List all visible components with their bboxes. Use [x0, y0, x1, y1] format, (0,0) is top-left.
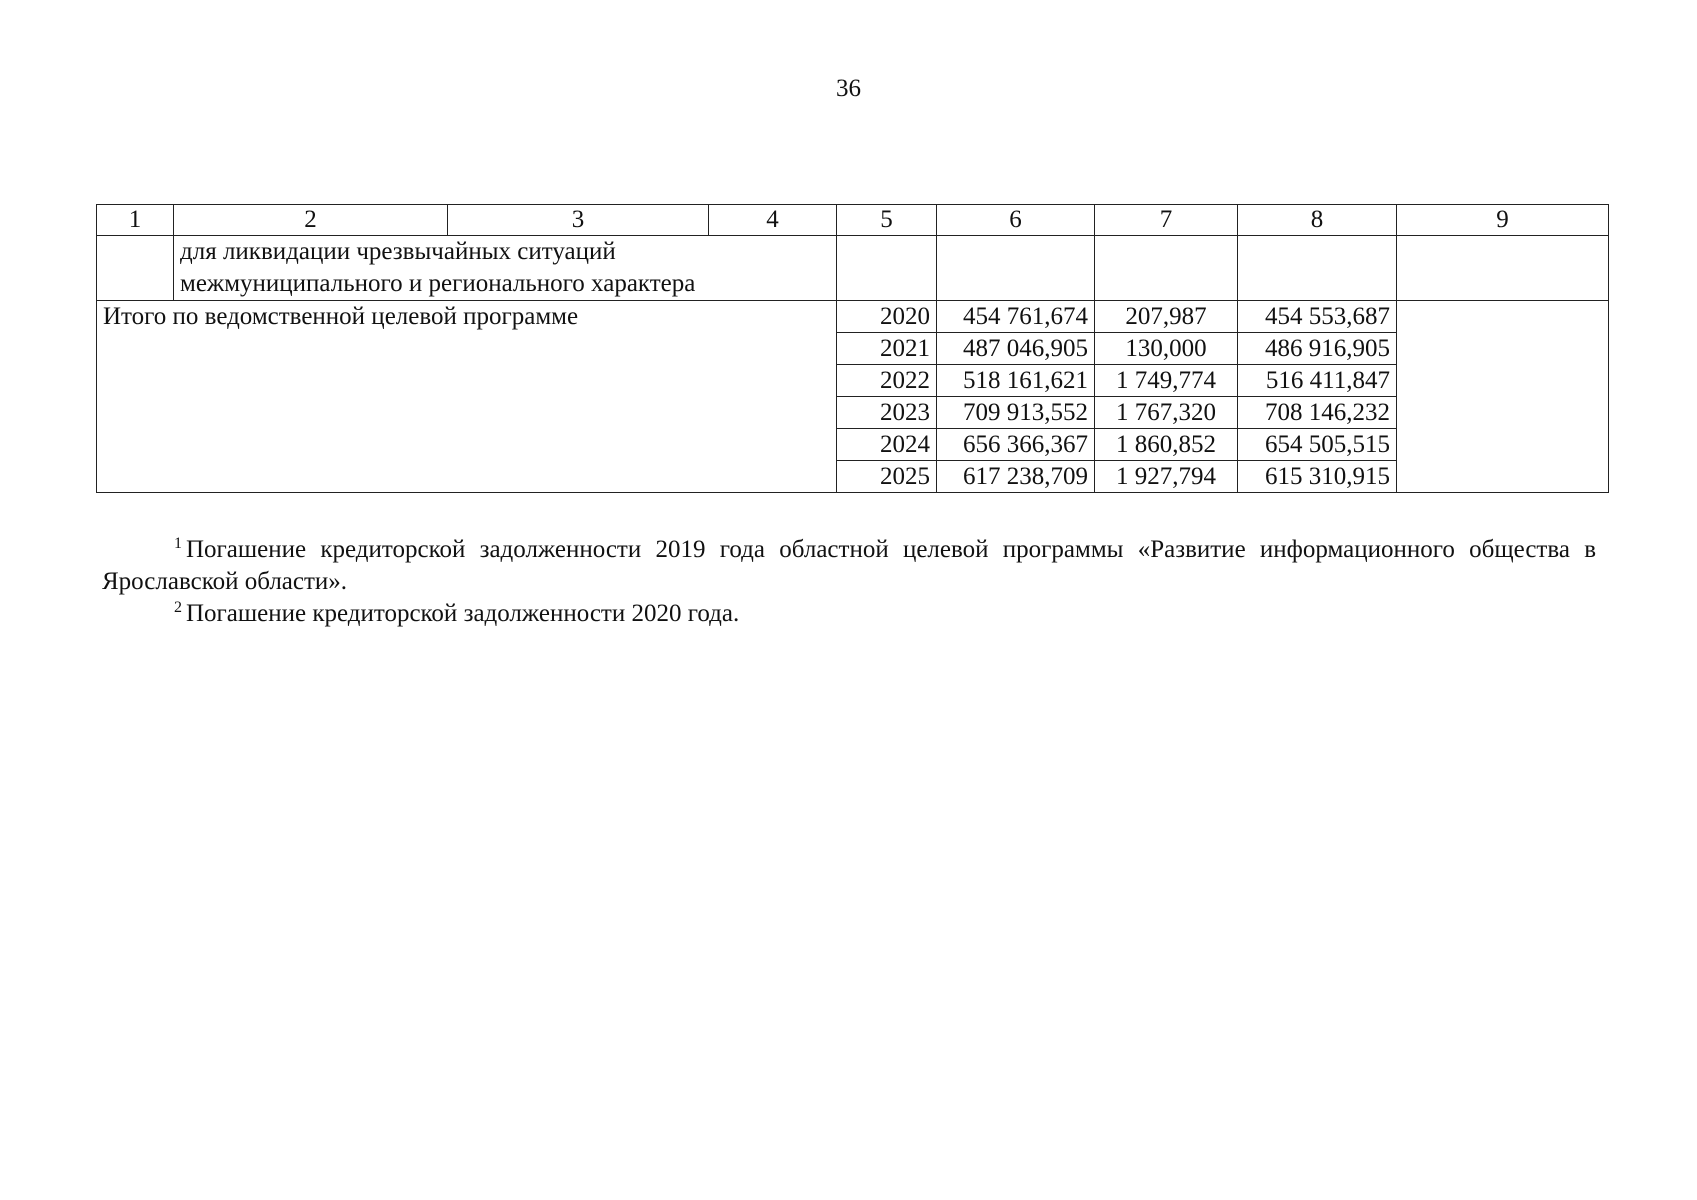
amount-cell: 654 505,515	[1238, 429, 1397, 461]
amount-cell: 617 238,709	[937, 461, 1095, 493]
table-cell-empty	[97, 236, 174, 301]
amount-cell: 708 146,232	[1238, 397, 1397, 429]
amount-cell: 656 366,367	[937, 429, 1095, 461]
table-header-cell: 3	[448, 205, 709, 236]
year-cell: 2025	[837, 461, 937, 493]
year-cell: 2024	[837, 429, 937, 461]
continuation-text-cell	[174, 236, 837, 301]
table-header-cell: 7	[1095, 205, 1238, 236]
amount-cell: 454 761,674	[937, 301, 1095, 333]
table-header-row	[97, 205, 1609, 236]
year-cell: 2021	[837, 333, 937, 365]
table-header-cell: 9	[1397, 205, 1609, 236]
table-row-total	[97, 301, 1609, 333]
table-header-cell: 5	[837, 205, 937, 236]
amount-cell: 207,987	[1095, 301, 1238, 333]
page-number: 36	[836, 75, 861, 102]
continuation-text-line: для ликвидации чрезвычайных ситуаций	[180, 238, 616, 265]
amount-cell: 487 046,905	[937, 333, 1095, 365]
footnote	[102, 534, 1596, 598]
amount-cell: 518 161,621	[937, 365, 1095, 397]
amount-cell: 1 749,774	[1095, 365, 1238, 397]
table-cell-empty	[1397, 301, 1609, 493]
budget-table	[96, 204, 1609, 493]
year-cell: 2020	[837, 301, 937, 333]
table-header-cell: 1	[97, 205, 174, 236]
footnote-text: Погашение кредиторской задолженности 2019 года областной целевой программы «Развитие информационного общества в Ярославской области».	[102, 536, 1596, 595]
amount-cell: 1 927,794	[1095, 461, 1238, 493]
table-header-cell: 8	[1238, 205, 1397, 236]
table-cell-empty	[1238, 236, 1397, 301]
amount-cell: 486 916,905	[1238, 333, 1397, 365]
table-row-continuation	[97, 236, 1609, 301]
amount-cell: 454 553,687	[1238, 301, 1397, 333]
amount-cell: 615 310,915	[1238, 461, 1397, 493]
year-cell: 2022	[837, 365, 937, 397]
table-header-cell: 6	[937, 205, 1095, 236]
amount-cell: 709 913,552	[937, 397, 1095, 429]
table-cell-empty	[1397, 236, 1609, 301]
total-label: Итого по ведомственной целевой программе	[97, 301, 837, 493]
continuation-text-line: межмуниципального и регионального характера	[180, 270, 696, 297]
amount-cell: 1 860,852	[1095, 429, 1238, 461]
footnote-text: Погашение кредиторской задолженности 2020 года.	[186, 600, 740, 627]
table-header-cell: 4	[709, 205, 837, 236]
footnote-mark: 1	[174, 534, 182, 552]
amount-cell: 130,000	[1095, 333, 1238, 365]
table-cell-empty	[837, 236, 937, 301]
footnotes	[102, 534, 1596, 630]
footnote	[102, 598, 1596, 630]
amount-cell: 516 411,847	[1238, 365, 1397, 397]
amount-cell: 1 767,320	[1095, 397, 1238, 429]
table-cell-empty	[937, 236, 1095, 301]
table-header-cell: 2	[174, 205, 448, 236]
year-cell: 2023	[837, 397, 937, 429]
footnote-mark: 2	[174, 598, 182, 616]
table-cell-empty	[1095, 236, 1238, 301]
